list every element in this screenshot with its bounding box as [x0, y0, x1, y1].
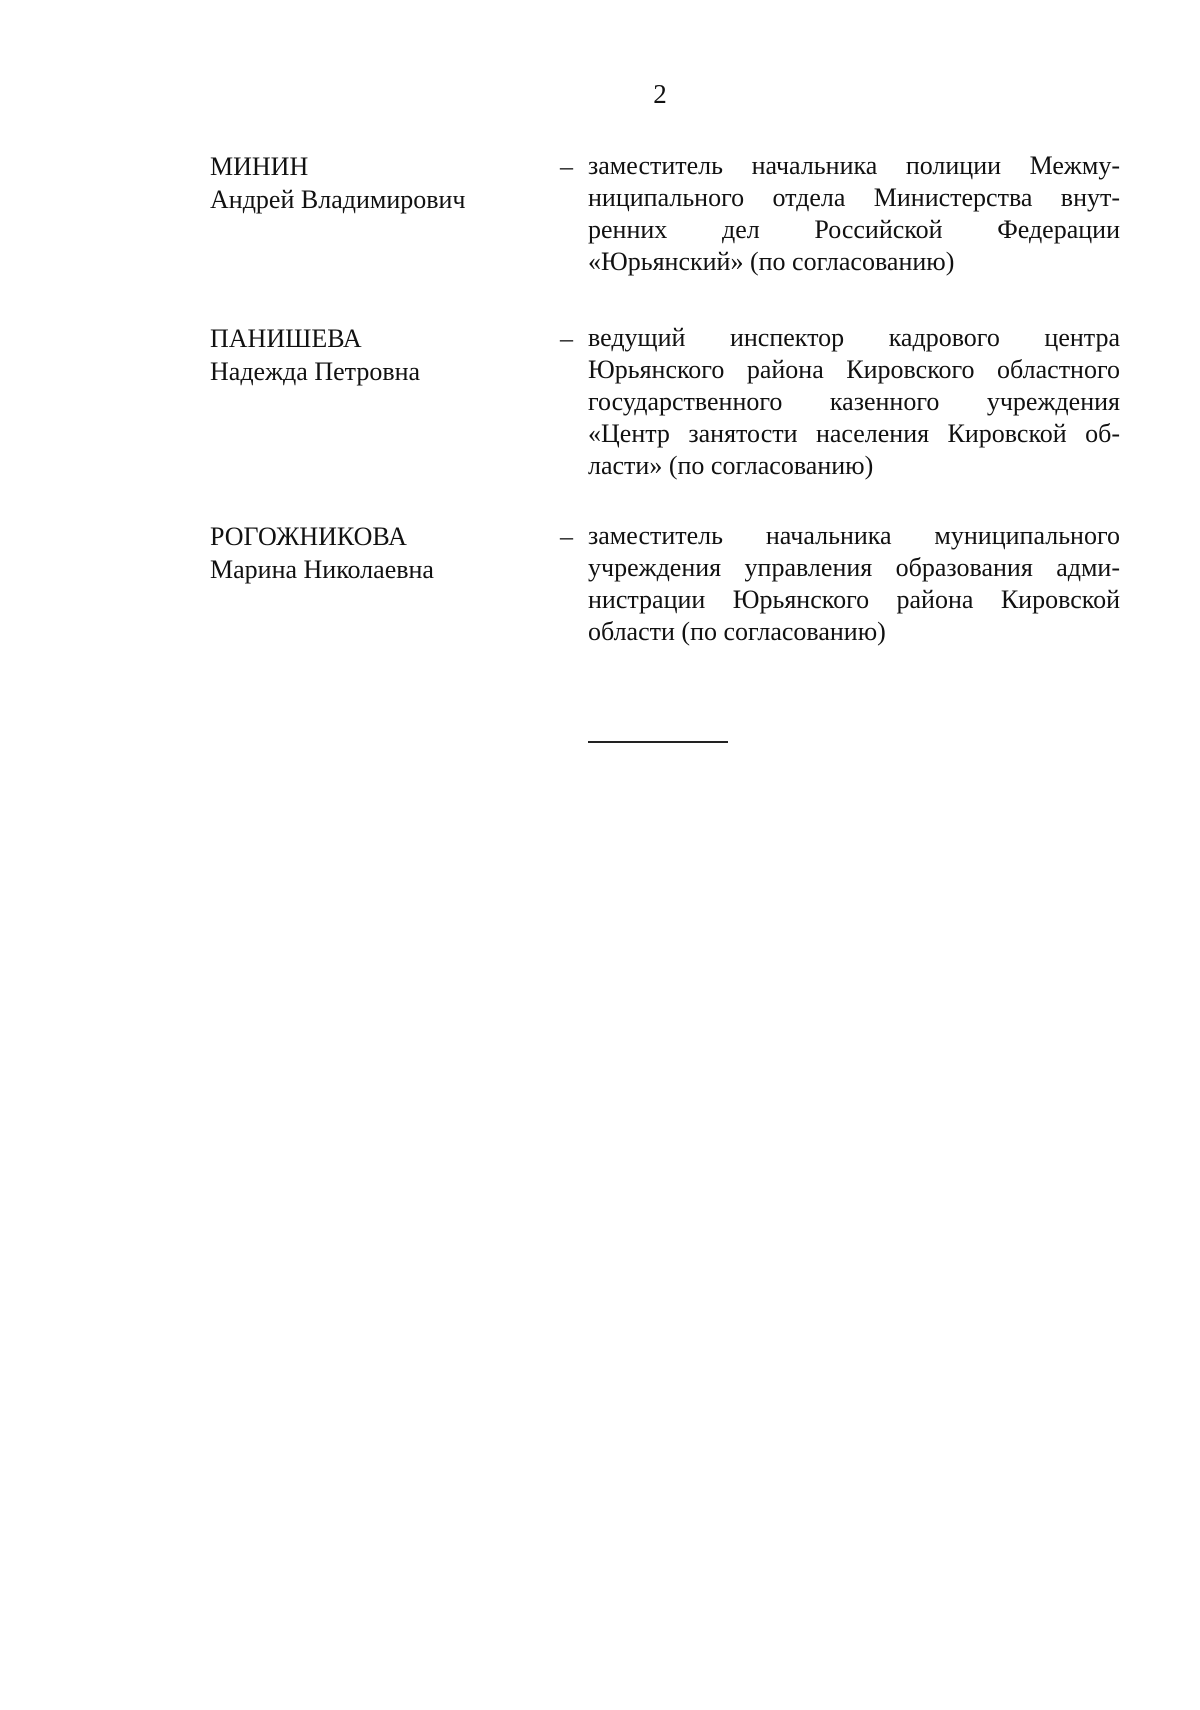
- position-line: заместитель начальника полиции Межму-: [588, 151, 1120, 180]
- member-surname: МИНИН: [210, 152, 309, 181]
- member-position: [588, 150, 1120, 278]
- member-position: [588, 322, 1120, 482]
- member-given-name: Марина Николаевна: [210, 555, 434, 584]
- position-line: государственного казенного учреждения: [588, 387, 1120, 416]
- member-name: [210, 520, 540, 586]
- member-name: [210, 322, 540, 388]
- position-line: ренних дел Российской Федерации: [588, 215, 1120, 244]
- member-surname: РОГОЖНИКОВА: [210, 522, 407, 551]
- member-given-name: Надежда Петровна: [210, 357, 421, 386]
- member-name: [210, 150, 540, 216]
- position-line: учреждения управления образования адми-: [588, 553, 1120, 582]
- position-line: ниципального отдела Министерства внут-: [588, 183, 1120, 212]
- position-line: нистрации Юрьянского района Кировской: [588, 585, 1120, 614]
- member-surname: ПАНИШЕВА: [210, 324, 362, 353]
- position-line: ласти» (по согласованию): [588, 451, 874, 480]
- member-given-name: Андрей Владимирович: [210, 185, 466, 214]
- separator-dash: –: [560, 324, 573, 353]
- member-entry: [210, 520, 1120, 720]
- member-entry: [210, 322, 1120, 522]
- position-line: Юрьянского района Кировского областного: [588, 355, 1120, 384]
- position-line: заместитель начальника муниципального: [588, 521, 1120, 550]
- position-line: ведущий инспектор кадрового центра: [588, 323, 1120, 352]
- end-of-list-rule: [588, 741, 728, 743]
- member-entry: [210, 150, 1120, 350]
- position-line: «Юрьянский» (по согласованию): [588, 247, 955, 276]
- position-line: области (по согласованию): [588, 617, 886, 646]
- page-number: 2: [653, 79, 667, 109]
- separator-dash: –: [560, 152, 573, 181]
- separator-dash: –: [560, 522, 573, 551]
- member-position: [588, 520, 1120, 648]
- position-line: «Центр занятости населения Кировской об-: [588, 419, 1120, 448]
